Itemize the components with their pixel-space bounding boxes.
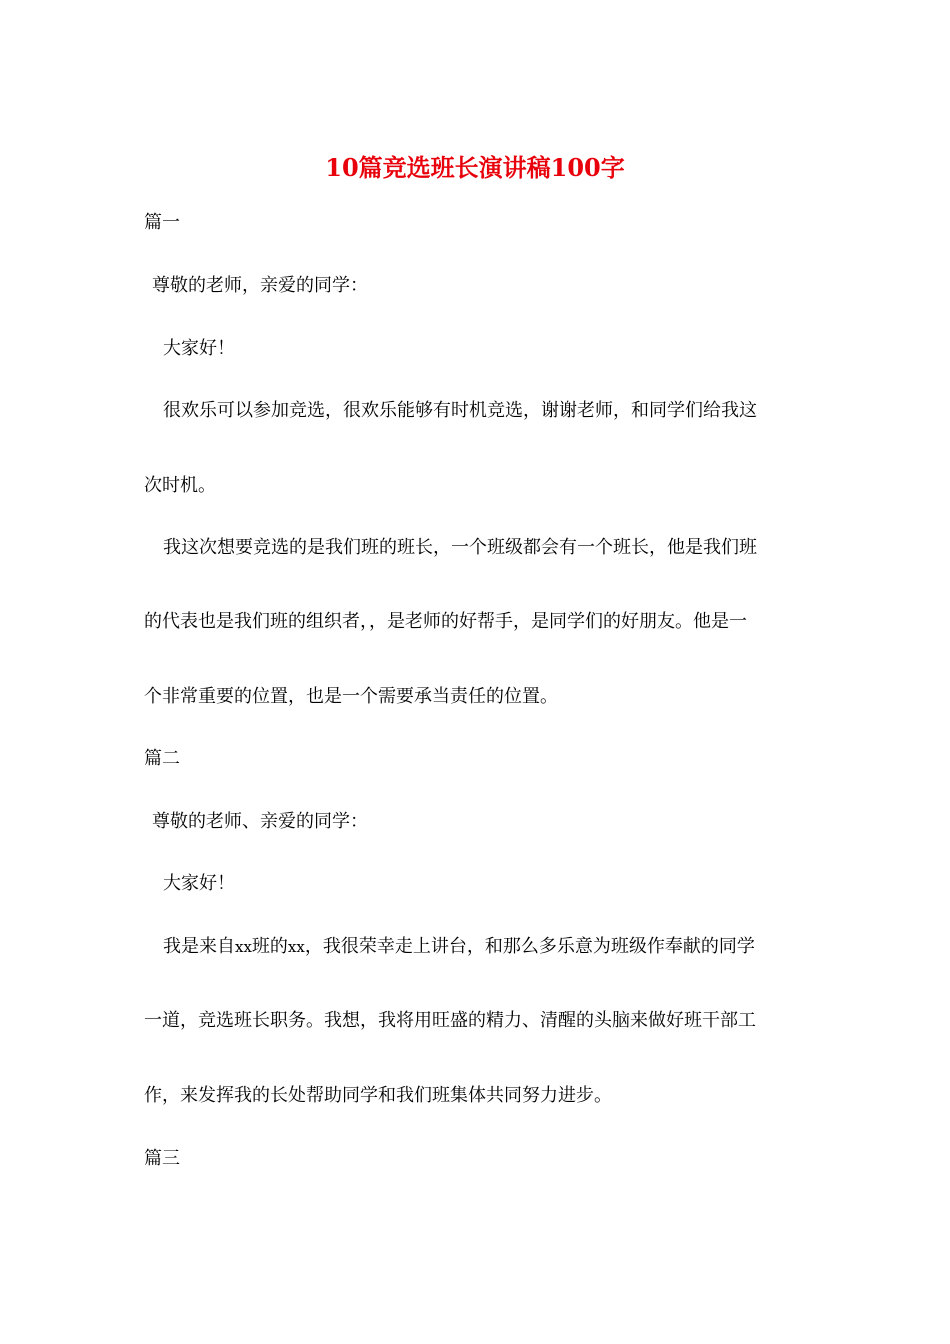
greeting: 大家好！: [163, 338, 235, 359]
salutation: 尊敬的老师，亲爱的同学：: [152, 275, 368, 296]
paragraph-line: 次时机。: [144, 475, 216, 496]
placeholder-xx: xx: [287, 938, 305, 956]
paragraph-line: 我这次想要竞选的是我们班的班长，一个班级都会有一个班长，他是我们班: [163, 537, 757, 558]
paragraph-line: 一道，竞选班长职务。我想，我将用旺盛的精力、清醒的头脑来做好班干部工: [144, 1010, 756, 1031]
section-heading: 篇二: [144, 748, 180, 769]
document-title: 10篇竞选班长演讲稿100字: [325, 153, 625, 182]
section-heading: 篇一: [144, 212, 180, 233]
paragraph-line: 很欢乐可以参加竞选，很欢乐能够有时机竞选，谢谢老师，和同学们给我这: [163, 400, 757, 421]
text-run: 我是来自: [163, 936, 235, 957]
greeting: 大家好！: [163, 873, 235, 894]
section-heading: 篇三: [144, 1148, 180, 1169]
text-run: 班的: [251, 936, 288, 957]
salutation: 尊敬的老师、亲爱的同学：: [152, 811, 368, 832]
paragraph-line: 作，来发挥我的长处帮助同学和我们班集体共同努力进步。: [144, 1085, 612, 1106]
paragraph-line: 个非常重要的位置，也是一个需要承当责任的位置。: [144, 686, 558, 707]
placeholder-xx: xx: [235, 938, 252, 956]
paragraph-line: [163, 934, 755, 960]
paragraph-line: 的代表也是我们班的组织者，，是老师的好帮手，是同学们的好朋友。他是一: [144, 611, 747, 632]
text-run: ，我很荣幸走上讲台，和那么多乐意为班级作奉献的同学: [304, 936, 755, 957]
